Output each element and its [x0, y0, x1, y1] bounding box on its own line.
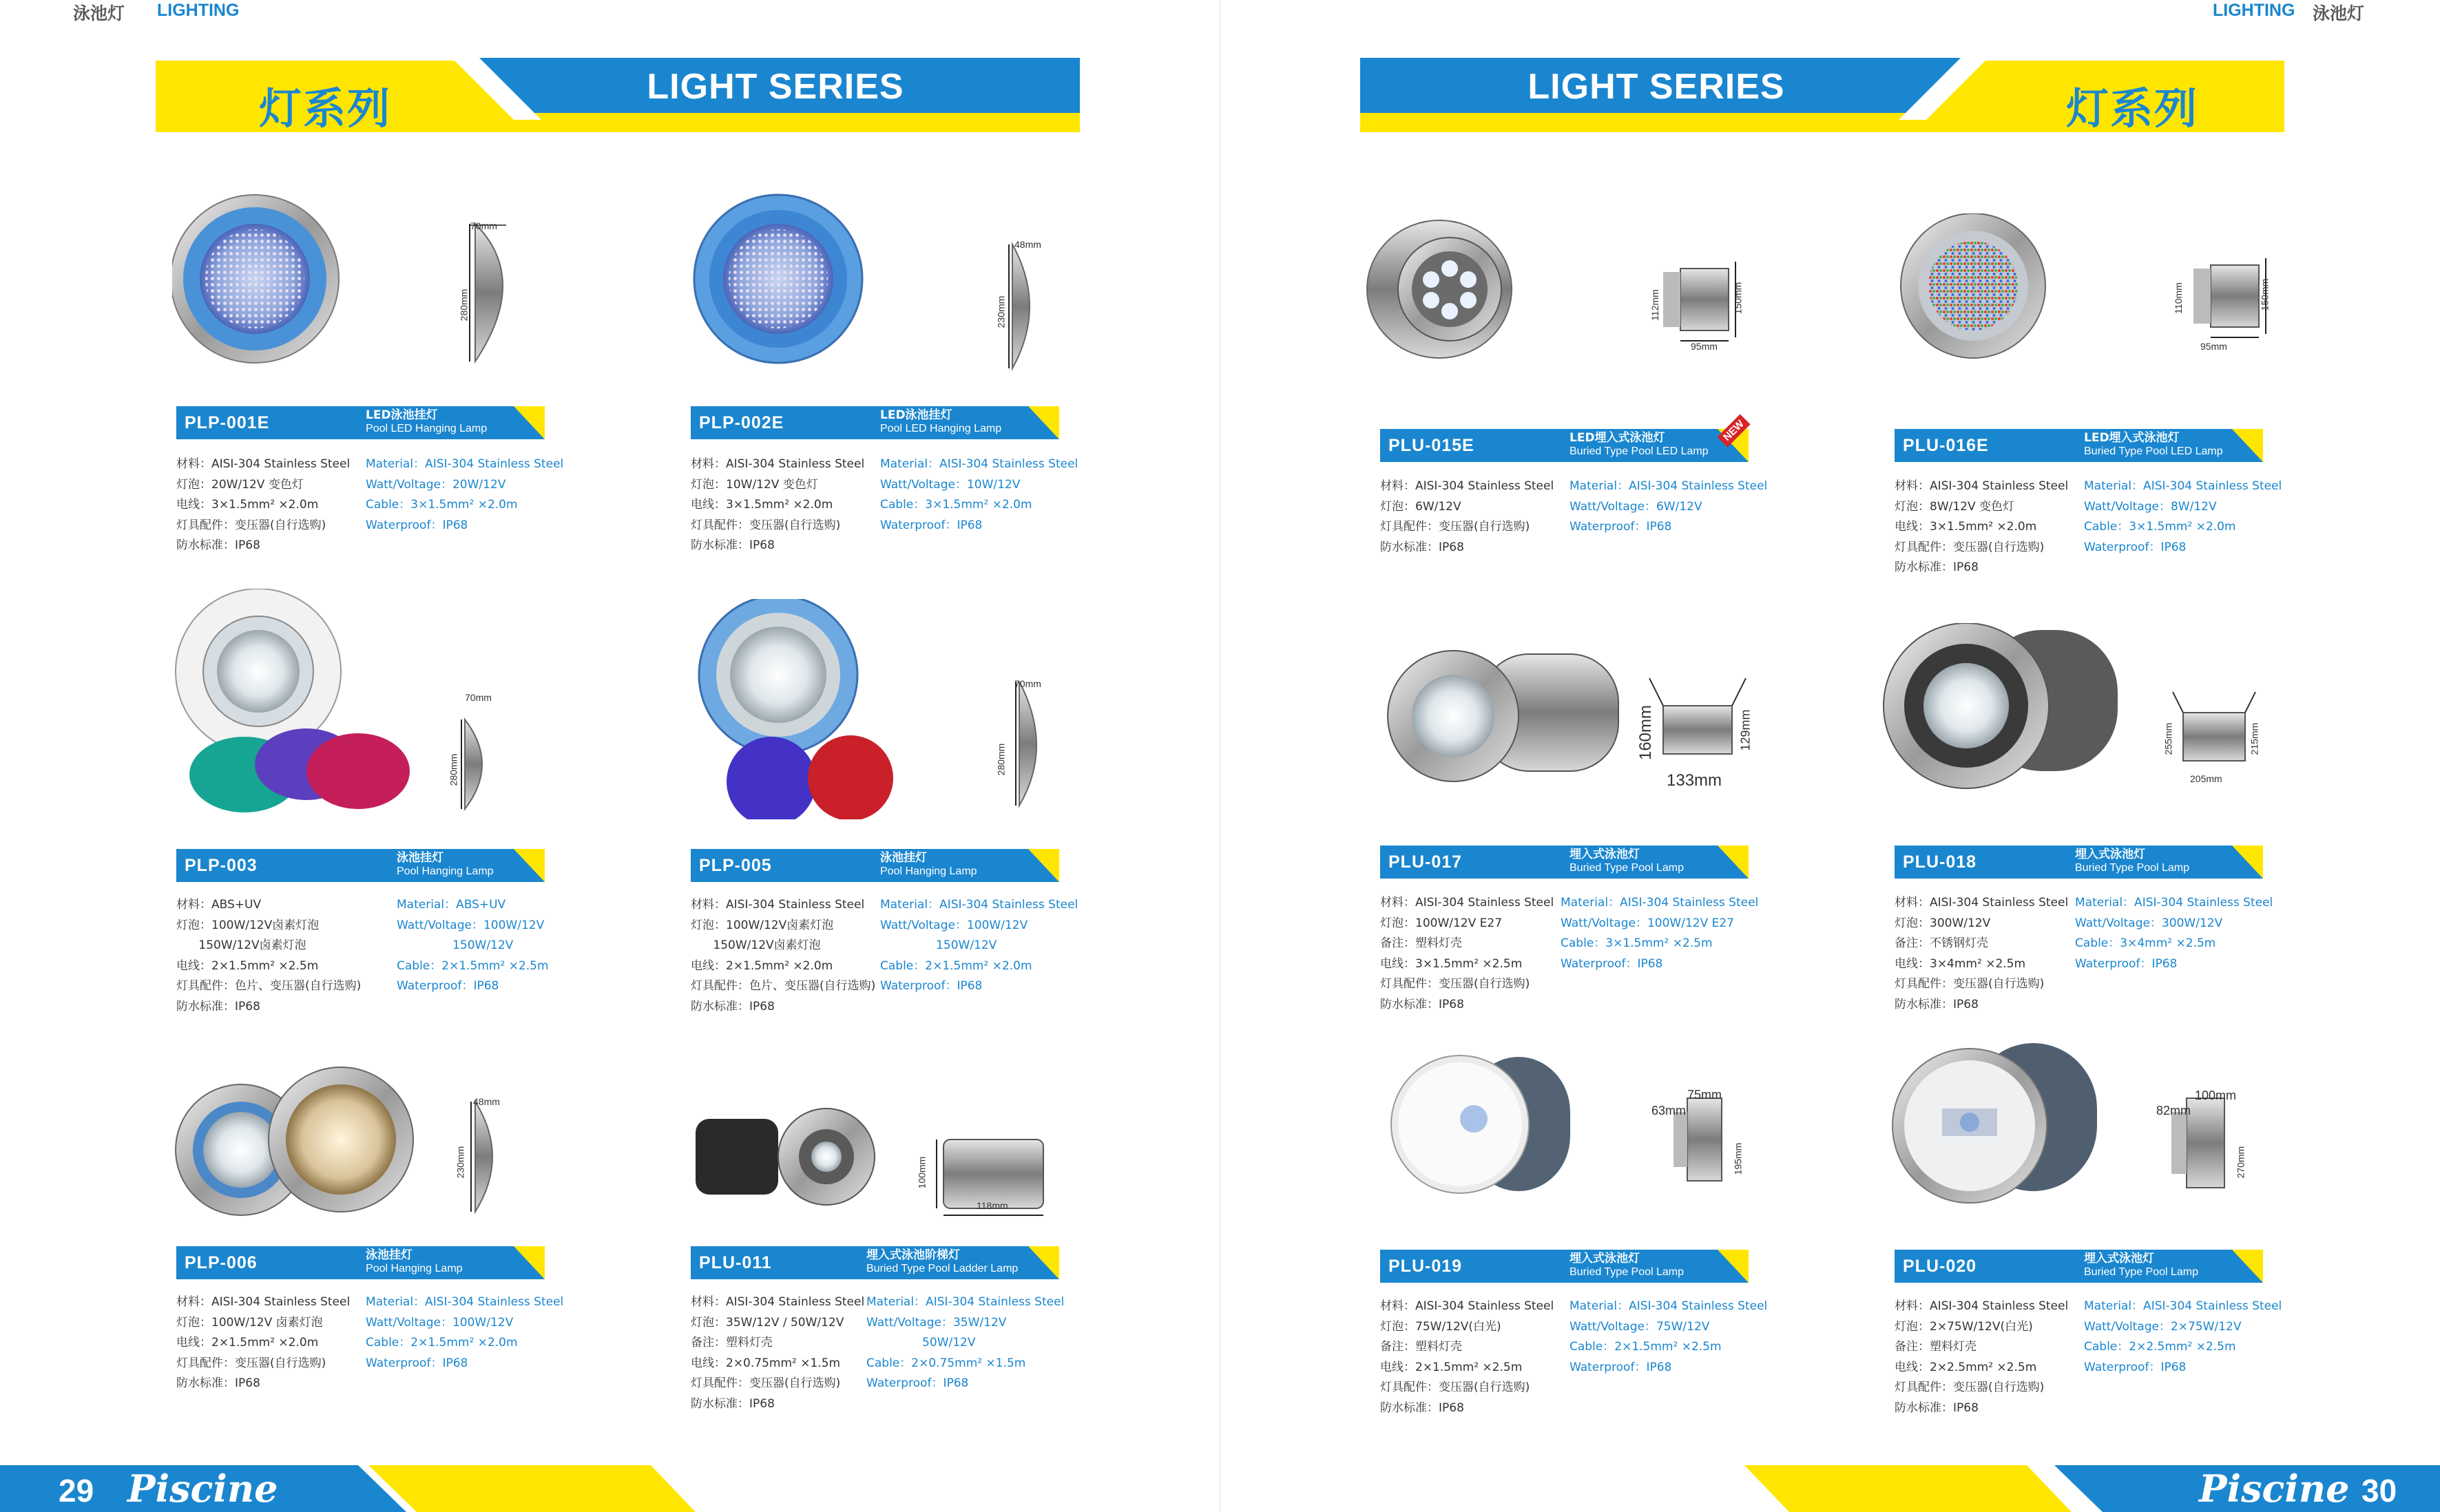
spec-line: Watt/Voltage：100W/12V	[397, 918, 545, 932]
ladder-lamp-icon	[689, 1102, 1061, 1239]
product-code: PLU-017	[1388, 852, 1463, 872]
spec-line: 50W/12V	[866, 1336, 976, 1350]
stainless-led-pool-lamp-icon	[689, 182, 1061, 389]
spec-line: 灯具配件：变压器(自行选购)	[691, 518, 841, 532]
specs-cn	[176, 1292, 350, 1394]
specs-en	[366, 454, 563, 536]
banner-left-en: LIGHT SERIES	[647, 67, 904, 107]
spec-line: Watt/Voltage：100W/12V	[366, 1315, 514, 1330]
product-code: PLU-016E	[1903, 436, 1989, 455]
product-name-en: Pool LED Hanging Lamp	[880, 423, 1002, 434]
footer-left-page-number: 29	[59, 1473, 94, 1509]
header-left-en: LIGHTING	[157, 1, 240, 20]
spec-line: 灯泡：300W/12V	[1895, 916, 1991, 930]
spec-line: Material：AISI-304 Stainless Steel	[880, 898, 1078, 912]
specs-en	[866, 1292, 1064, 1394]
spec-line: 电线：2×0.75mm² ×1.5m	[691, 1356, 841, 1370]
product-name-en: Pool Hanging Lamp	[880, 865, 977, 877]
specs-cn	[176, 895, 361, 1017]
product-image-plu-020	[1877, 1036, 2249, 1243]
spec-line: Watt/Voltage：20W/12V	[366, 477, 506, 492]
dim-label: 70mm	[1014, 678, 1041, 689]
spec-line: 灯泡：75W/12V(白光)	[1380, 1319, 1501, 1334]
spec-line: 150W/12V卤素灯泡	[691, 938, 821, 952]
buried-300w-lamp-icon	[1877, 623, 2262, 795]
spec-line: 电线：3×1.5mm² ×2.5m	[1380, 956, 1523, 971]
product-image-plu-016e	[1887, 213, 2271, 420]
spec-line: 电线：3×1.5mm² ×2.0m	[176, 498, 319, 512]
spec-line: Cable：2×1.5mm² ×2.5m	[1570, 1340, 1722, 1354]
spec-line: 材料：AISI-304 Stainless Steel	[691, 1295, 865, 1309]
spec-line: 电线：2×1.5mm² ×2.5m	[1380, 1360, 1523, 1374]
product-code: PLP-002E	[699, 413, 784, 432]
header-left-cn: 泳池灯	[73, 3, 125, 23]
stainless-led-pool-lamp-icon	[172, 182, 544, 389]
product-bar-plu-016e	[1895, 429, 2263, 462]
spec-line: Waterproof：IP68	[366, 1356, 468, 1370]
spec-line: 灯具配件：变压器(自行选购)	[1895, 1380, 2045, 1394]
spec-line: Watt/Voltage：6W/12V	[1570, 499, 1702, 514]
spec-line: Waterproof：IP68	[2084, 540, 2187, 554]
spec-line: 材料：ABS+UV	[176, 898, 262, 912]
spec-line: Waterproof：IP68	[2084, 1360, 2187, 1374]
spec-line: 防水标准：IP68	[176, 1376, 260, 1390]
product-name-cn: 埋入式泳池灯	[1570, 848, 1640, 861]
dim-label: 129mm	[1738, 709, 1753, 751]
spec-line: 材料：AISI-304 Stainless Steel	[1380, 1299, 1554, 1313]
specs-cn	[691, 895, 875, 1017]
dim-label: 133mm	[1667, 771, 1722, 790]
spec-line: Cable：3×4mm² ×2.5m	[2075, 936, 2216, 950]
product-name-cn: 泳池挂灯	[366, 1248, 413, 1262]
spec-line: Material：AISI-304 Stainless Steel	[2084, 1299, 2282, 1313]
footer-right	[1744, 1465, 2440, 1512]
footer-left	[0, 1465, 696, 1512]
header-right-en-wrap	[2213, 0, 2295, 21]
double-halogen-pool-lamp-icon	[172, 1060, 544, 1239]
spec-line: Material：AISI-304 Stainless Steel	[366, 457, 564, 471]
product-image-plp-006	[172, 1060, 544, 1267]
spec-line: Waterproof：IP68	[1561, 956, 1663, 971]
dim-label: 280mm	[448, 753, 459, 786]
spec-line: 灯泡：2×75W/12V(白光)	[1895, 1319, 2033, 1334]
product-name-cn: LED埋入式泳池灯	[1570, 431, 1665, 445]
product-bar-plu-018	[1895, 846, 2263, 879]
spec-line: 电线：3×1.5mm² ×2.0m	[691, 498, 833, 512]
specs-cn	[1895, 1296, 2068, 1418]
stainless-pool-lamp-with-color-lenses-icon	[696, 599, 1067, 819]
product-image-plu-015e	[1364, 213, 1744, 420]
product-code: PLU-011	[699, 1253, 772, 1272]
dim-label: 48mm	[473, 1096, 500, 1107]
spec-line: 灯具配件：变压器(自行选购)	[176, 1356, 326, 1370]
spec-line: Watt/Voltage：8W/12V	[2084, 499, 2217, 514]
specs-en	[2075, 893, 2273, 974]
spec-line: 灯泡：6W/12V	[1380, 499, 1461, 514]
spec-line: 150W/12V	[397, 938, 514, 952]
specs-en	[880, 895, 1078, 997]
spec-line: Cable：3×1.5mm² ×2.0m	[366, 498, 518, 512]
product-image-plp-005	[696, 599, 1067, 806]
dim-label: 280mm	[458, 288, 470, 322]
spec-line: Cable：3×1.5mm² ×2.0m	[880, 498, 1032, 512]
product-name-cn: 埋入式泳池灯	[2075, 848, 2145, 861]
spec-line: Watt/Voltage：2×75W/12V	[2084, 1319, 2242, 1334]
dim-label: 95mm	[1691, 341, 1718, 352]
dim-label: 280mm	[995, 743, 1007, 776]
product-code: PLU-018	[1903, 852, 1977, 872]
dim-label: 150mm	[1732, 282, 1744, 315]
specs-cn	[1895, 476, 2068, 578]
spec-line: 防水标准：IP68	[1380, 997, 1464, 1011]
product-name-en: Pool Hanging Lamp	[366, 1263, 463, 1274]
product-name-cn: LED泳池挂灯	[366, 408, 438, 422]
spec-line: 防水标准：IP68	[691, 538, 775, 552]
spec-line: Waterproof：IP68	[866, 1376, 969, 1390]
spec-line: 灯泡：20W/12V 变色灯	[176, 477, 304, 492]
spec-line: Watt/Voltage：100W/12V	[880, 918, 1028, 932]
header-right	[2313, 0, 2364, 25]
spec-line: 防水标准：IP68	[691, 1396, 775, 1411]
spec-line: 材料：AISI-304 Stainless Steel	[1380, 479, 1554, 493]
dim-label: 195mm	[1732, 1142, 1744, 1175]
spec-line: 电线：3×4mm² ×2.5m	[1895, 956, 2026, 971]
spec-line: 150W/12V	[880, 938, 997, 952]
dim-label: 100mm	[916, 1156, 928, 1189]
product-image-plp-002e	[689, 182, 1061, 389]
spec-line: Watt/Voltage：10W/12V	[880, 477, 1021, 492]
dim-label: 230mm	[995, 295, 1007, 328]
spec-line: 灯泡：100W/12V 卤素灯泡	[176, 1315, 323, 1330]
specs-en	[1570, 1296, 1767, 1378]
spec-line: 灯泡：10W/12V 变色灯	[691, 477, 818, 492]
spec-line: Material：AISI-304 Stainless Steel	[866, 1295, 1065, 1309]
spec-line: 材料：AISI-304 Stainless Steel	[1895, 479, 2069, 493]
dim-label: 215mm	[2249, 722, 2260, 755]
specs-cn	[1380, 476, 1554, 558]
product-image-plu-018	[1877, 623, 2260, 830]
banner-right-cn: 灯系列	[2066, 83, 2199, 134]
spec-line: 电线：2×1.5mm² ×2.5m	[176, 958, 319, 973]
spec-line: 灯具配件：变压器(自行选购)	[1895, 540, 2045, 554]
spec-line: Material：AISI-304 Stainless Steel	[1570, 479, 1768, 493]
specs-cn	[691, 1292, 864, 1414]
specs-en	[880, 454, 1078, 536]
product-image-plp-003	[169, 589, 541, 795]
spec-line: Material：ABS+UV	[397, 898, 506, 912]
footer-right-brand: Piscine	[2199, 1467, 2350, 1511]
spec-line: 备注：塑料灯壳	[1895, 1340, 1977, 1354]
footer-left-shape	[0, 1465, 696, 1512]
spec-line: Material：AISI-304 Stainless Steel	[366, 1295, 564, 1309]
spec-line: 防水标准：IP68	[176, 999, 260, 1014]
dim-label: 63mm	[1651, 1104, 1687, 1117]
spec-line: 电线：2×1.5mm² ×2.0m	[176, 1336, 319, 1350]
specs-en	[2084, 476, 2282, 558]
spec-line: 材料：AISI-304 Stainless Steel	[176, 1295, 351, 1309]
spec-line: 备注：塑料灯壳	[1380, 936, 1462, 950]
spec-line: Material：AISI-304 Stainless Steel	[2084, 479, 2282, 493]
spec-line: Cable：3×1.5mm² ×2.5m	[1561, 936, 1713, 950]
product-name-cn: 泳池挂灯	[880, 851, 927, 865]
spec-line: Watt/Voltage：300W/12V	[2075, 916, 2223, 930]
page-fold	[1219, 0, 1221, 1512]
spec-line: Waterproof：IP68	[1570, 520, 1672, 534]
spec-line: 防水标准：IP68	[176, 538, 260, 552]
dim-label: 270mm	[2235, 1146, 2246, 1179]
spec-line: 防水标准：IP68	[691, 999, 775, 1014]
spec-line: 防水标准：IP68	[1380, 540, 1464, 554]
spec-line: Waterproof：IP68	[2075, 956, 2178, 971]
spec-line: Watt/Voltage：75W/12V	[1570, 1319, 1710, 1334]
product-name-cn: 埋入式泳池灯	[1570, 1252, 1640, 1266]
product-bar-plu-019	[1380, 1250, 1749, 1283]
dim-label: 112mm	[1649, 289, 1660, 321]
spec-line: Material：AISI-304 Stainless Steel	[1570, 1299, 1768, 1313]
product-bar-plu-011	[691, 1246, 1059, 1279]
product-code: PLP-006	[185, 1253, 258, 1272]
spec-line: Cable：2×2.5mm² ×2.5m	[2084, 1340, 2236, 1354]
spec-line: Cable：2×1.5mm² ×2.0m	[880, 958, 1032, 973]
spec-line: 灯泡：35W/12V / 50W/12V	[691, 1315, 844, 1330]
specs-en	[2084, 1296, 2282, 1378]
spec-line: Material：AISI-304 Stainless Steel	[2075, 896, 2273, 910]
spec-line: 防水标准：IP68	[1895, 997, 1979, 1011]
spec-line: 材料：AISI-304 Stainless Steel	[691, 457, 865, 471]
product-bar-plp-006	[176, 1246, 545, 1279]
dim-label: 100mm	[2195, 1089, 2237, 1102]
specs-cn	[691, 454, 864, 556]
banner-left-cn: 灯系列	[259, 83, 392, 134]
product-name-en: Pool Hanging Lamp	[397, 865, 494, 877]
product-code: PLP-001E	[185, 413, 270, 432]
footer-left-brand: Piscine	[127, 1467, 278, 1511]
header-right-en: LIGHTING	[2213, 1, 2295, 20]
specs-en	[366, 1292, 563, 1374]
buried-2x75w-lamp-icon	[1877, 1036, 2262, 1222]
dim-label: 82mm	[2156, 1104, 2191, 1117]
spec-line: 电线：3×1.5mm² ×2.0m	[1895, 520, 2037, 534]
product-name-en: Buried Type Pool Lamp	[2084, 1266, 2199, 1278]
new-badge: NEW	[1717, 414, 1750, 447]
product-image-plp-001e	[172, 182, 544, 389]
dim-label: 230mm	[455, 1146, 466, 1179]
dim-label: 255mm	[2162, 722, 2174, 755]
product-image-plu-017	[1384, 640, 1756, 847]
product-bar-plu-017	[1380, 846, 1749, 879]
spec-line: 灯具配件：色片、变压器(自行选购)	[176, 979, 362, 993]
product-name-en: Buried Type Pool Lamp	[1570, 862, 1685, 874]
product-code: PLU-015E	[1388, 436, 1474, 455]
product-name-en: Buried Type Pool Lamp	[2075, 862, 2190, 874]
spec-line: Waterproof：IP68	[397, 979, 499, 993]
spec-line: Material：AISI-304 Stainless Steel	[1561, 896, 1759, 910]
banner-right-en: LIGHT SERIES	[1527, 67, 1785, 107]
spec-line: 电线：2×2.5mm² ×2.5m	[1895, 1360, 2037, 1374]
product-name-cn: 埋入式泳池灯	[2084, 1252, 2154, 1266]
spec-line: Cable：2×1.5mm² ×2.5m	[397, 958, 549, 973]
spec-line: 灯泡：8W/12V 变色灯	[1895, 499, 2015, 514]
spec-line: 防水标准：IP68	[1895, 1400, 1979, 1415]
banner-right	[1360, 58, 2284, 132]
spec-line: 灯泡：100W/12V卤素灯泡	[176, 918, 320, 932]
product-name-cn: 埋入式泳池阶梯灯	[866, 1248, 960, 1262]
header-left	[73, 0, 125, 25]
dim-label: 75mm	[1687, 1088, 1722, 1102]
dim-label: 95mm	[2200, 341, 2227, 352]
dim-label: 118mm	[977, 1200, 1008, 1211]
dim-label: 110mm	[2172, 282, 2184, 314]
dim-label: 150mm	[2259, 278, 2271, 311]
spec-line: Watt/Voltage：100W/12V E27	[1561, 916, 1734, 930]
spec-line: Watt/Voltage：35W/12V	[866, 1315, 1007, 1330]
spec-line: 备注：不锈钢灯壳	[1895, 936, 1988, 950]
specs-cn	[1380, 1296, 1554, 1418]
product-name-en: Buried Type Pool LED Lamp	[1570, 445, 1709, 457]
spec-line: 备注：塑料灯壳	[1380, 1340, 1462, 1354]
spec-line: Material：AISI-304 Stainless Steel	[880, 457, 1078, 471]
spec-line: 150W/12V卤素灯泡	[176, 938, 306, 952]
product-bar-plp-003	[176, 849, 545, 882]
product-name-cn: LED埋入式泳池灯	[2084, 431, 2180, 445]
product-name-cn: 泳池挂灯	[397, 851, 444, 865]
footer-right-page-number: 30	[2361, 1473, 2397, 1509]
spec-line: Waterproof：IP68	[880, 979, 983, 993]
dim-label: 70mm	[470, 220, 497, 231]
specs-cn	[176, 454, 350, 556]
product-bar-plp-001e	[176, 406, 545, 439]
product-name-en: Buried Type Pool Lamp	[1570, 1266, 1685, 1278]
spec-line: 电线：2×1.5mm² ×2.0m	[691, 958, 833, 973]
product-bar-plp-002e	[691, 406, 1059, 439]
spec-line: 材料：AISI-304 Stainless Steel	[1895, 1299, 2069, 1313]
specs-cn	[1895, 893, 2068, 1015]
spec-line: 灯具配件：变压器(自行选购)	[1380, 977, 1530, 991]
product-image-plu-019	[1384, 1043, 1756, 1250]
product-bar-plu-020	[1895, 1250, 2263, 1283]
spec-line: 备注：塑料灯壳	[691, 1336, 773, 1350]
product-name-cn: LED泳池挂灯	[880, 408, 952, 422]
spec-line: 灯泡：100W/12V E27	[1380, 916, 1503, 930]
dim-label: 160mm	[1636, 704, 1656, 761]
spec-line: Waterproof：IP68	[366, 518, 468, 532]
spec-line: Waterproof：IP68	[1570, 1360, 1672, 1374]
specs-en	[1570, 476, 1767, 538]
product-name-en: Buried Type Pool Ladder Lamp	[866, 1263, 1019, 1274]
product-name-en: Pool LED Hanging Lamp	[366, 423, 488, 434]
spec-line: 灯具配件：色片、变压器(自行选购)	[691, 979, 876, 993]
product-code: PLU-020	[1903, 1257, 1977, 1276]
product-name-en: Buried Type Pool LED Lamp	[2084, 445, 2223, 457]
product-bar-plu-015e	[1380, 418, 1749, 462]
spec-line: 材料：AISI-304 Stainless Steel	[1380, 896, 1554, 910]
header-right-cn: 泳池灯	[2313, 3, 2365, 23]
specs-en	[1561, 893, 1758, 974]
spec-line: 灯具配件：变压器(自行选购)	[1895, 977, 2045, 991]
spec-line: 灯具配件：变压器(自行选购)	[1380, 520, 1530, 534]
spec-line: 防水标准：IP68	[1380, 1400, 1464, 1415]
product-bar-plp-005	[691, 849, 1059, 882]
dim-label: 48mm	[1014, 239, 1041, 250]
header-left-en-wrap	[157, 0, 239, 21]
spec-line: 灯具配件：变压器(自行选购)	[691, 1376, 841, 1390]
dim-label: 205mm	[2190, 773, 2222, 784]
specs-cn	[1380, 893, 1554, 1015]
product-code: PLP-005	[699, 856, 772, 875]
specs-en	[397, 895, 549, 997]
buried-75w-lamp-icon	[1384, 1043, 1770, 1215]
spec-line: 材料：AISI-304 Stainless Steel	[176, 457, 351, 471]
spec-line: 材料：AISI-304 Stainless Steel	[691, 898, 865, 912]
spec-line: 灯具配件：变压器(自行选购)	[1380, 1380, 1530, 1394]
spec-line: 防水标准：IP68	[1895, 560, 1979, 574]
spec-line: Waterproof：IP68	[880, 518, 983, 532]
product-code: PLU-019	[1388, 1257, 1463, 1276]
spec-line: 材料：AISI-304 Stainless Steel	[1895, 896, 2069, 910]
spec-line: 灯泡：100W/12V卤素灯泡	[691, 918, 834, 932]
product-code: PLP-003	[185, 856, 258, 875]
spec-line: Cable：2×1.5mm² ×2.0m	[366, 1336, 518, 1350]
dim-label: 70mm	[465, 692, 492, 703]
spec-line: 灯具配件：变压器(自行选购)	[176, 518, 326, 532]
banner-left	[156, 58, 1080, 132]
spec-line: Cable：2×0.75mm² ×1.5m	[866, 1356, 1026, 1370]
spec-line: Cable：3×1.5mm² ×2.0m	[2084, 520, 2236, 534]
